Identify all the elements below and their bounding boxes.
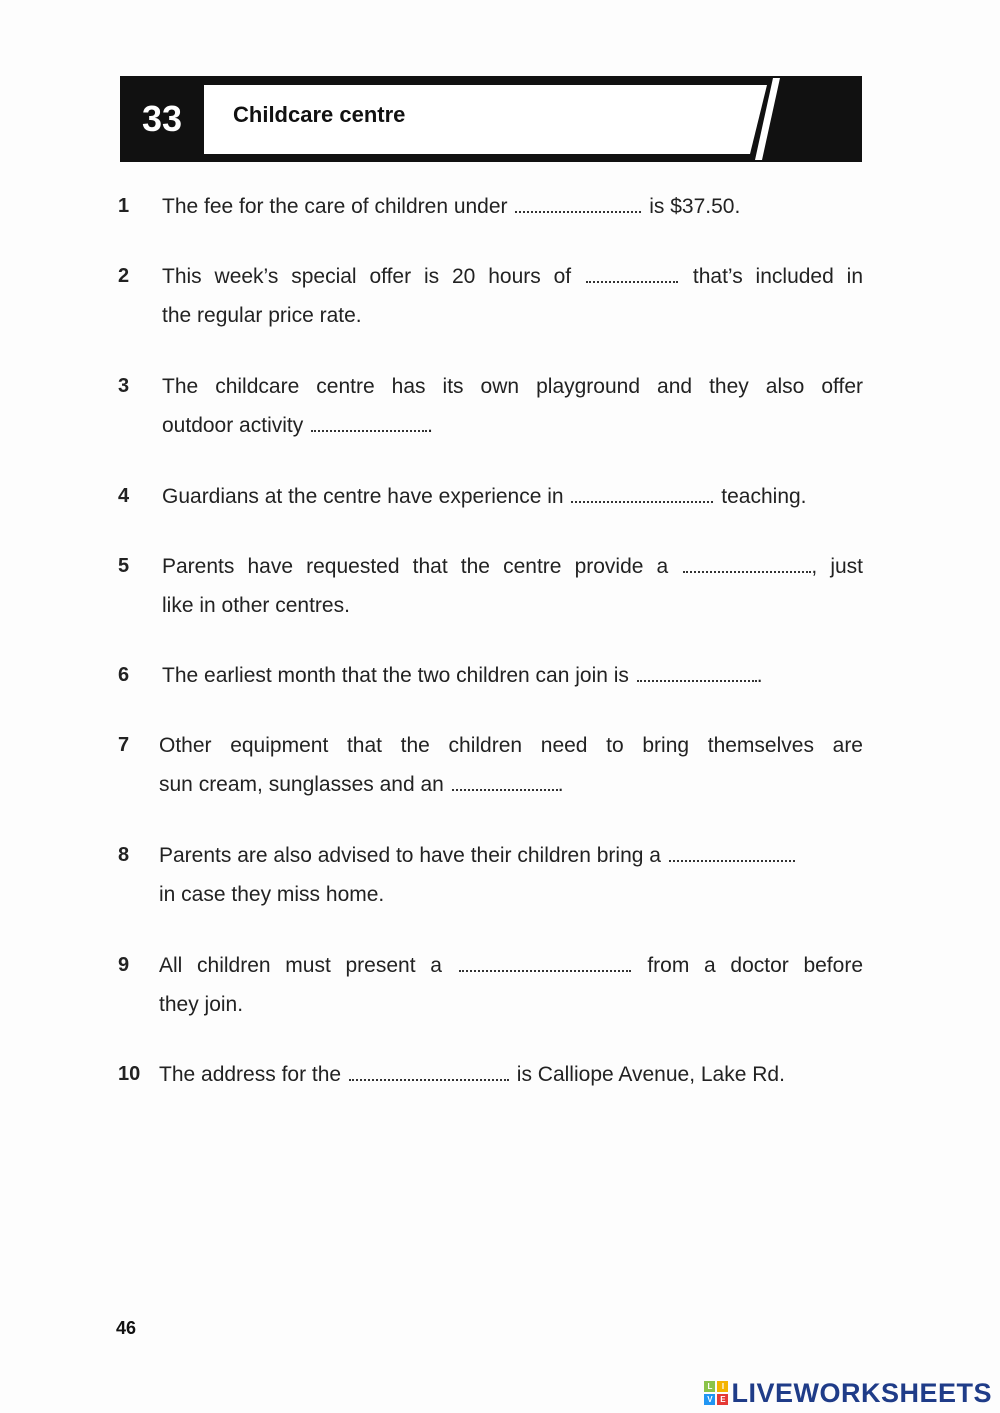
question-number: 4 bbox=[118, 485, 130, 507]
answer-blank-4[interactable] bbox=[571, 500, 713, 503]
question-text: in case they miss home. bbox=[159, 883, 385, 906]
answer-blank-2[interactable] bbox=[586, 280, 678, 283]
unit-number: 33 bbox=[141, 98, 183, 139]
question-text: Parents are also advised to have their children bring a bbox=[159, 844, 661, 867]
answer-blank-3[interactable] bbox=[311, 429, 427, 432]
question-text: that’s included in bbox=[692, 265, 863, 288]
question-text: is Calliope Avenue, Lake Rd. bbox=[516, 1063, 785, 1086]
page-number: 46 bbox=[116, 1318, 137, 1338]
question-text: they join. bbox=[159, 993, 244, 1016]
answer-blank-8[interactable] bbox=[669, 859, 795, 862]
question-text: the regular price rate. bbox=[162, 304, 362, 327]
question-text: All children must present a bbox=[159, 954, 442, 977]
question-text: from a doctor before bbox=[647, 954, 863, 977]
question-number: 1 bbox=[118, 195, 130, 217]
answer-blank-9[interactable] bbox=[459, 969, 631, 972]
question-text: sun cream, sunglasses and an bbox=[159, 773, 444, 796]
question-text: . bbox=[756, 664, 763, 687]
question-text: The fee for the care of children under bbox=[162, 195, 508, 218]
question-text: The earliest month that the two children can join is bbox=[162, 664, 629, 687]
question-text: outdoor activity bbox=[162, 414, 304, 437]
answer-blank-10[interactable] bbox=[349, 1078, 509, 1081]
question-text: This week’s special offer is 20 hours of bbox=[162, 265, 572, 288]
question-text: Other equipment that the children need to bring themselves are bbox=[159, 734, 863, 757]
answer-blank-7[interactable] bbox=[452, 788, 558, 791]
question-text: like in other centres. bbox=[162, 594, 350, 617]
question-text: The address for the bbox=[159, 1063, 342, 1086]
question-text: . bbox=[427, 414, 433, 437]
liveworksheets-logo-icon: L I V E bbox=[704, 1381, 728, 1405]
question-text: Parents have requested that the centre provide a bbox=[162, 555, 669, 578]
answer-blank-1[interactable] bbox=[515, 210, 641, 213]
question-number: 7 bbox=[118, 734, 130, 756]
question-text: , just bbox=[811, 555, 864, 578]
answer-blank-6[interactable] bbox=[637, 679, 757, 682]
question-number: 2 bbox=[118, 265, 130, 287]
question-number: 10 bbox=[118, 1063, 141, 1085]
banner-shape bbox=[120, 76, 862, 162]
question-number: 8 bbox=[118, 844, 130, 866]
answer-blank-5[interactable] bbox=[683, 570, 811, 573]
question-number: 6 bbox=[118, 664, 130, 686]
question-text: . bbox=[557, 773, 564, 796]
question-number: 3 bbox=[118, 375, 130, 397]
watermark-text: LIVEWORKSHEETS bbox=[731, 1377, 992, 1408]
question-text: Guardians at the centre have experience in bbox=[162, 485, 564, 508]
unit-title: Childcare centre bbox=[233, 102, 406, 127]
question-text: The childcare centre has its own playground and they also offer bbox=[162, 375, 863, 398]
question-number: 9 bbox=[118, 954, 130, 976]
liveworksheets-watermark[interactable] bbox=[704, 1378, 992, 1408]
question-number: 5 bbox=[118, 555, 130, 577]
question-text: is $37.50. bbox=[649, 195, 741, 218]
question-text: teaching. bbox=[721, 485, 807, 508]
unit-header-banner bbox=[120, 76, 862, 162]
